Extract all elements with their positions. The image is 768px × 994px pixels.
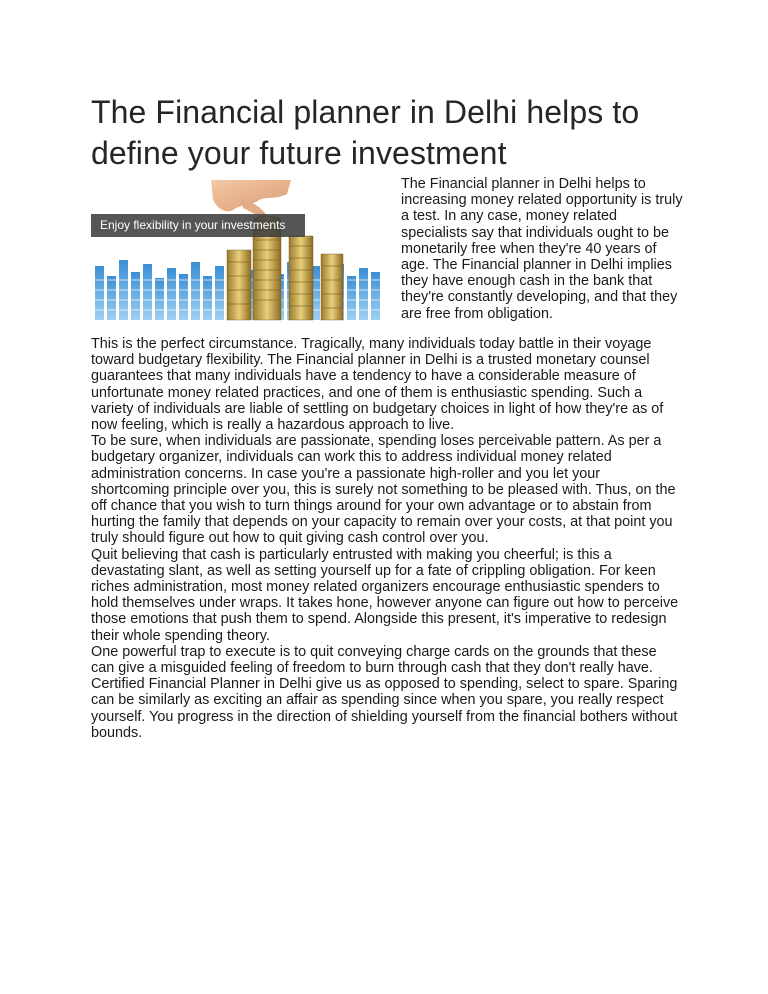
document-page [91, 92, 681, 741]
paragraph-1: This is the perfect circumstance. Tragically, many individuals today battle in their voyage toward budgetary flexibility. The Financial planner in Delhi is a trusted monetary counsel guarantees that many individuals have a tendency to have a considerable measure of unfortunate money related practices, and one of them is enthusiastic spending. Such a variety of individuals are liable of settling on budgetary choices in light of how they're as of now feeling, which is really a hazardous approach to live. [91, 336, 664, 434]
intro-section [91, 176, 681, 336]
page-title: The Financial planner in Delhi helps to define your future investment [91, 94, 640, 171]
coins-image [91, 180, 389, 323]
paragraph-2: To be sure, when individuals are passionate, spending loses perceivable pattern. As per a budgetary organizer, individuals can work this to address individual money related administration concerns. In case you're a passionate high-roller and you let your shortcoming principle over you, this is surely not something to be pleased with. Thus, on the off chance that you wish to turn things around for your own advantage or to abstain from hurting the family that depends on your capacity to remain over your costs, at that point you truly should figure out how to quit giving cash control over you. [91, 433, 676, 547]
intro-paragraph: The Financial planner in Delhi helps to increasing money related opportunity is truly a test. In any case, money related specialists say that individuals ought to be monetarily free when they're 40 years of age. The Financial planner in Delhi implies they have enough cash in the bank that they're constantly developing, and that they are free from obligation. [401, 176, 683, 322]
paragraph-4: One powerful trap to execute is to quit conveying charge cards on the grounds that these can give a misguided feeling of freedom to burn through cash that they don't really have. Certified Financial Planner in Delhi give us as opposed to spending, select to spare. Sparing can be similarly as exciting an affair as spending since when you spare, you really respect yourself. You progress in the direction of shielding yourself from the financial bothers without bounds. [91, 643, 678, 741]
hero-caption: Enjoy flexibility in your investments [100, 218, 286, 232]
hero-image [91, 180, 389, 323]
paragraph-3: Quit believing that cash is particularly entrusted with making you cheerful; is this a devastating slant, as well as setting yourself up for a fate of crippling obligation. For keen riches administration, most money related organizers encourage enthusiastic spenders to hold themselves under wraps. It takes hone, however anyone can figure out how to perceive those emotions that push them to spend. Alongside this present, it's imperative to redesign their whole spending theory. [91, 546, 679, 644]
